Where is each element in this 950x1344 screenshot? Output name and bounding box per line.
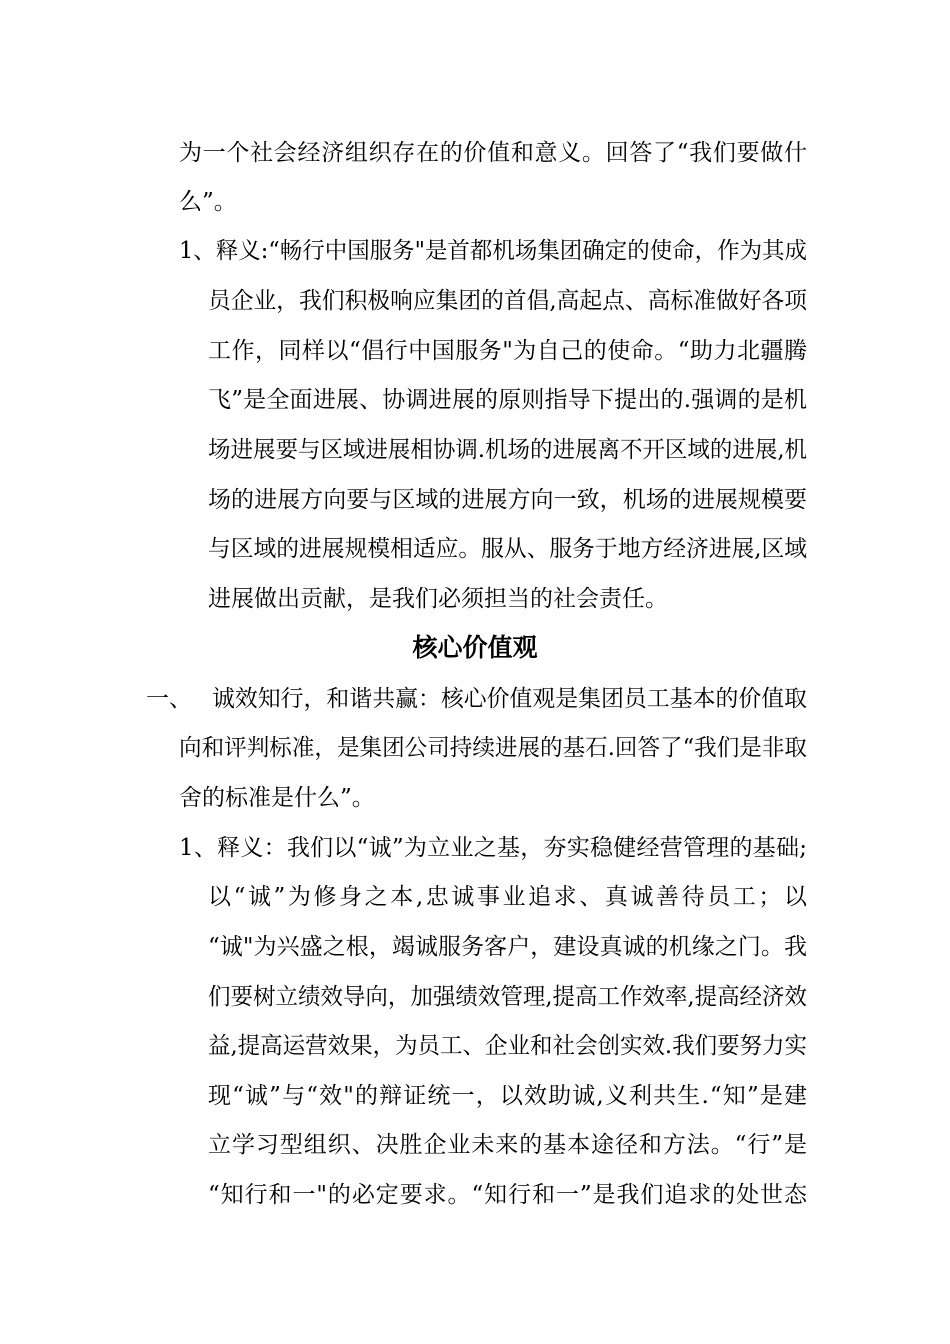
point-text-line: 诚效知行，和谐共赢：核心价值观是集团员工基本的价值取	[212, 686, 808, 712]
item-text-line: 进展做出贡献，是我们必须担当的社会责任。	[208, 586, 668, 612]
item-text-line: “知行和一"的必定要求。“知行和一”是我们追求的处世态	[208, 1182, 808, 1208]
item-text-line: 现“诚”与“效"的辩证统一，以效助诚,义利共生.“知”是建	[208, 1083, 809, 1109]
item-text-line: 场的进展方向要与区域的进展方向一致，机场的进展规模要	[208, 487, 808, 513]
item-text-line: 1、释义：我们以“诚”为立业之基，夯实稳健经营管理的基础;	[179, 835, 808, 861]
item-text-line: 工作，同样以“倡行中国服务"为自己的使命。“助力北疆腾	[208, 338, 808, 364]
body-text-line: 么”。	[179, 189, 237, 215]
item-text-line: 1、释义:“畅行中国服务"是首都机场集团确定的使命，作为其成	[179, 238, 808, 264]
item-text-line: 益,提高运营效果，为员工、企业和社会创实效.我们要努力实	[208, 1033, 808, 1059]
item-text-line: 员企业，我们积极响应集团的首倡,高起点、高标准做好各项	[208, 288, 808, 314]
item-text-line: 与区域的进展规模相适应。服从、服务于地方经济进展,区域	[208, 536, 808, 562]
section-heading: 核心价值观	[412, 633, 538, 662]
item-text-line: 立学习型组织、决胜企业未来的基本途径和方法。“行”是	[208, 1132, 808, 1158]
point-marker: 一、	[146, 686, 192, 712]
point-text-line: 向和评判标准，是集团公司持续进展的基石.回答了“我们是非取	[179, 735, 807, 761]
point-text-line: 舍的标准是什么”。	[179, 785, 375, 811]
item-text-line: 飞”是全面进展、协调进展的原则指导下提出的.强调的是机	[208, 387, 808, 413]
item-text-line: 以“诚”为修身之本,忠诚事业追求、真诚善待员工；以	[208, 884, 810, 910]
body-text-line: 为一个社会经济组织存在的价值和意义。回答了“我们要做什	[179, 140, 808, 166]
item-text-line: 场进展要与区域进展相协调.机场的进展离不开区域的进展,机	[208, 437, 808, 463]
item-text-line: 们要树立绩效导向，加强绩效管理,提高工作效率,提高经济效	[208, 984, 808, 1010]
item-text-line: “诚"为兴盛之根，竭诚服务客户，建设真诚的机缘之门。我	[208, 934, 808, 960]
